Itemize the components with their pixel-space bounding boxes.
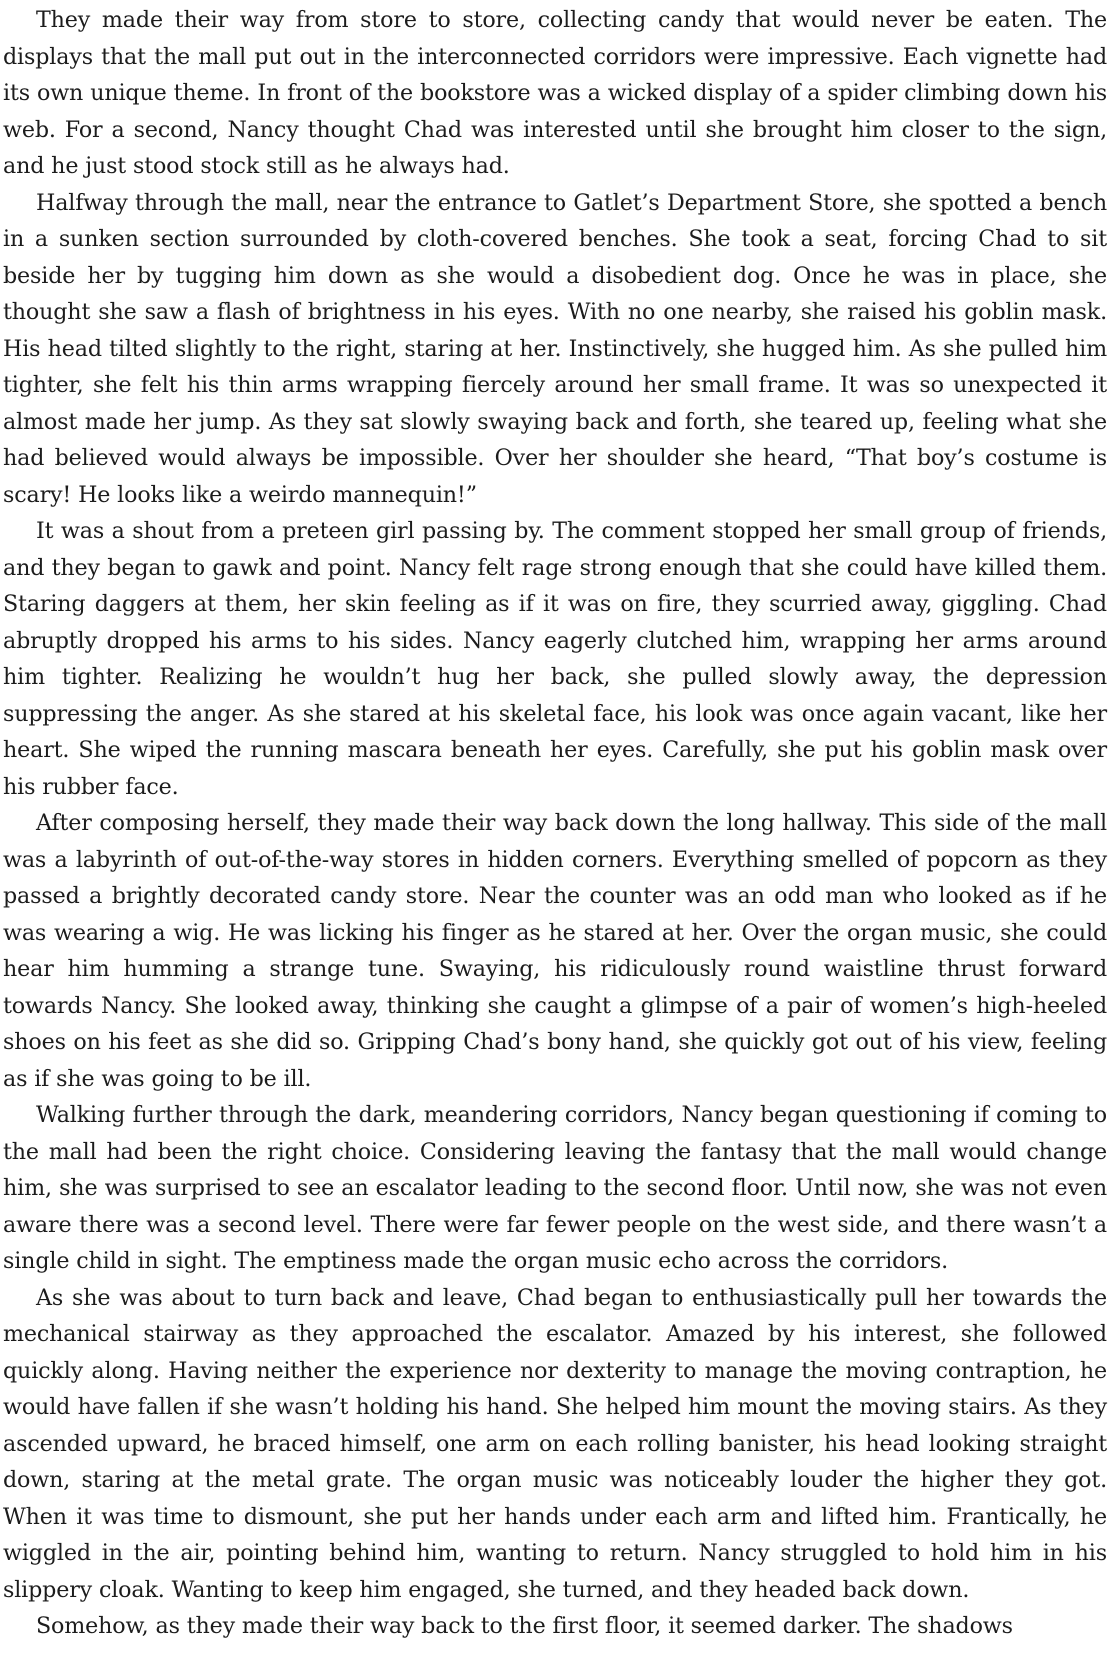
paragraph-candy-store-man: After composing herself, they made their way back down the long hallway. This side of the mall was a labyrinth of out-of-the-way stores in hidden corners. Everything smelled of popcorn as they passed a brightly decorated candy store. Near the counter was an odd man who looked as if he was wearing a wig. He was licking his finger as he stared at her. Over the organ music, she could hear him humming a strange tune. Swaying, his ridiculously round waistline thrust forward towards Nancy. She looked away, thinking she caught a glimpse of a pair of women’s high-heeled shoes on his feet as she did so. Gripping Chad’s bony hand, she quickly got out of his view, feeling as if she was going to be ill. bbox=[3, 810, 1107, 1092]
paragraph-bench-hug: Halfway through the mall, near the entrance to Gatlet’s Department Store, she spotted a bench in a sunken section surrounded by cloth-covered benches. She took a seat, forcing Chad to sit beside her by tugging him down as she would a disobedient dog. Once he was in place, she thought she saw a flash of brightness in his eyes. With no one nearby, she raised his goblin mask. His head tilted slightly to the right, staring at her. Instinctively, she hugged him. As she pulled him tighter, she felt his thin arms wrapping fiercely around her small frame. It was so unexpected it almost made her jump. As they sat slowly swaying back and forth, she teared up, feeling what she had believed would always be impossible. Over her shoulder she heard, “That boy’s costume is scary! He looks like a weirdo mannequin!” bbox=[3, 189, 1107, 508]
paragraph-darker-shadows: Somehow, as they made their way back to the first floor, it seemed darker. The shadows bbox=[36, 1613, 1013, 1639]
paragraph-escalator: As she was about to turn back and leave, Chad began to enthusiastically pull her towards the mechanical stairway as they approached the escalator. Amazed by his interest, she followed quickly along. Having neither the experience nor dexterity to manage the moving contraption, he would have fallen if she wasn’t holding his hand. She helped him mount the moving stairs. As they ascended upward, he braced himself, one arm on each rolling banister, his head looking straight down, staring at the metal grate. The organ music was noticeably louder the higher they got. When it was time to dismount, she put her hands under each arm and lifted him. Frantically, he wiggled in the air, pointing behind him, wanting to return. Nancy struggled to hold him in his slippery cloak. Wanting to keep him engaged, she turned, and they headed back down. bbox=[3, 1284, 1107, 1603]
paragraph-store-to-store: They made their way from store to store, collecting candy that would never be eaten. The displays that the mall put out in the interconnected corridors were impressive. Each vignette had its own unique theme. In front of the bookstore was a wicked display of a spider climbing down his web. For a second, Nancy thought Chad was interested until she brought him closer to the sign, and he just stood stock still as he always had. bbox=[3, 7, 1107, 179]
paragraph-preteen-shout: It was a shout from a preteen girl passing by. The comment stopped her small group of friends, and they began to gawk and point. Nancy felt rage strong enough that she could have killed them. Staring daggers at them, her skin feeling as if it was on fire, they scurried away, giggling. Chad abruptly dropped his arms to his sides. Nancy eagerly clutched him, wrapping her arms around him tighter. Realizing he wouldn’t hug her back, she pulled slowly away, the depression suppressing the anger. As she stared at his skeletal face, his look was once again vacant, like her heart. She wiped the running mascara beneath her eyes. Carefully, she put his goblin mask over his rubber face. bbox=[3, 518, 1107, 800]
paragraph-meandering-corridors: Walking further through the dark, meandering corridors, Nancy began questioning if coming to the mall had been the right choice. Considering leaving the fantasy that the mall would change him, she was surprised to see an escalator leading to the second floor. Until now, she was not even aware there was a second level. There were far fewer people on the west side, and there wasn’t a single child in sight. The emptiness made the organ music echo across the corridors. bbox=[3, 1102, 1107, 1274]
book-page bbox=[3, 2, 1107, 1645]
